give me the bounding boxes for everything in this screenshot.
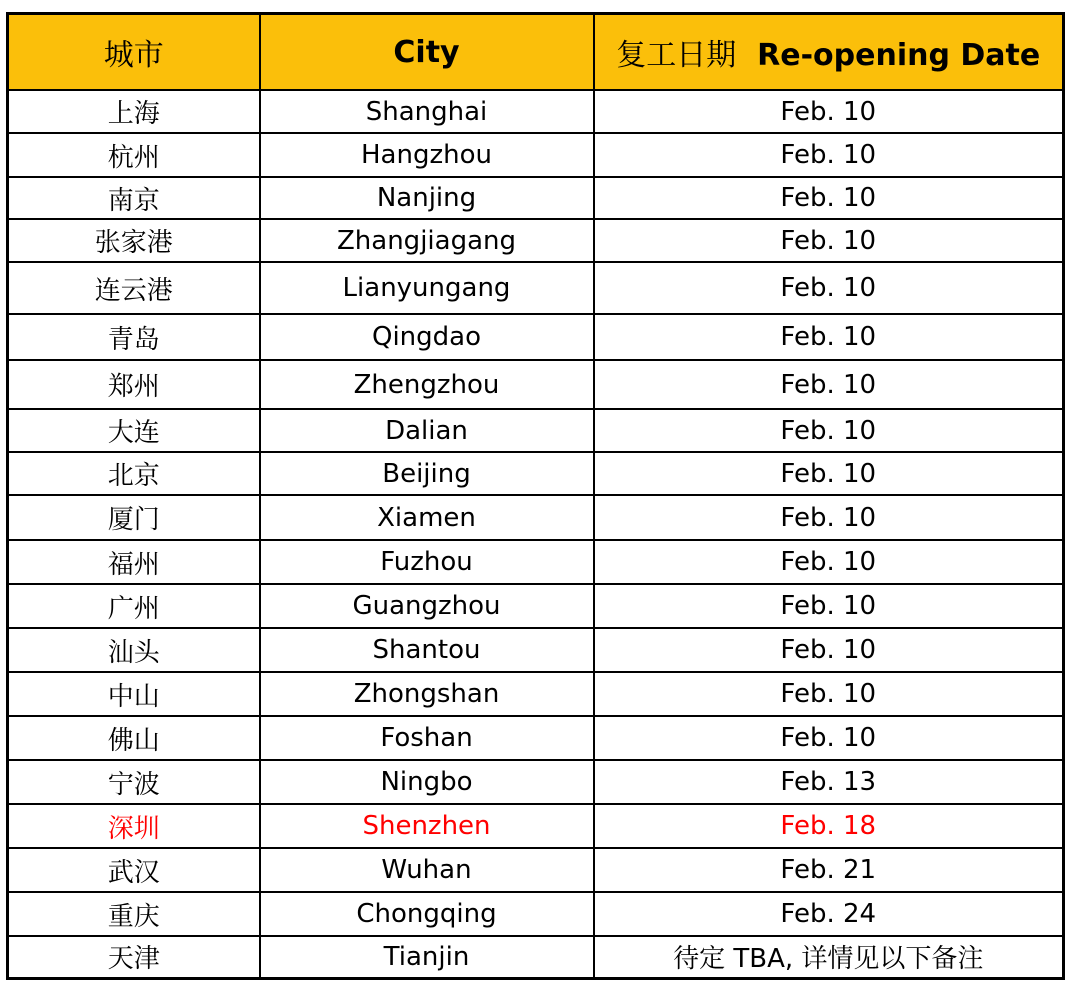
cell-cn-city: 重庆 [8,892,260,936]
cell-cn-city: 杭州 [8,133,260,177]
table-row [8,495,1064,540]
header-row [8,14,1064,91]
cell-cn-city: 广州 [8,584,260,628]
table-row [8,540,1064,584]
cell-date: Feb. 10 [594,360,1064,409]
cell-city: Shanghai [260,90,594,133]
cell-date: Feb. 10 [594,133,1064,177]
cell-city: Zhangjiagang [260,219,594,262]
cell-date: Feb. 10 [594,452,1064,495]
cell-date: Feb. 10 [594,716,1064,760]
cell-cn-city: 武汉 [8,848,260,892]
cell-cn-city: 厦门 [8,495,260,540]
table-row [8,760,1064,804]
table-row [8,672,1064,716]
table-row [8,804,1064,848]
cell-date: Feb. 10 [594,90,1064,133]
table-row [8,409,1064,452]
cell-cn-city: 宁波 [8,760,260,804]
cell-cn-city: 北京 [8,452,260,495]
cell-date: Feb. 10 [594,314,1064,360]
cell-city: Fuzhou [260,540,594,584]
cell-city: Hangzhou [260,133,594,177]
cell-cn-city: 中山 [8,672,260,716]
cell-cn-city: 大连 [8,409,260,452]
cell-city: Foshan [260,716,594,760]
cell-date: Feb. 10 [594,262,1064,314]
cell-date: Feb. 13 [594,760,1064,804]
table-row [8,584,1064,628]
cell-city: Zhengzhou [260,360,594,409]
cell-cn-city: 连云港 [8,262,260,314]
table-row [8,452,1064,495]
cell-date: Feb. 10 [594,219,1064,262]
table-row [8,262,1064,314]
cell-city: Nanjing [260,177,594,219]
cell-date: 待定 TBA, 详情见以下备注 [594,936,1064,978]
table-row [8,90,1064,133]
cell-cn-city: 郑州 [8,360,260,409]
reopening-table [6,12,1065,980]
cell-date: Feb. 10 [594,177,1064,219]
cell-cn-city: 南京 [8,177,260,219]
cell-date: Feb. 10 [594,628,1064,672]
cell-city: Wuhan [260,848,594,892]
cell-cn-city: 福州 [8,540,260,584]
cell-city: Dalian [260,409,594,452]
cell-cn-city: 佛山 [8,716,260,760]
table-row [8,936,1064,978]
cell-cn-city: 上海 [8,90,260,133]
table-row [8,716,1064,760]
table-row [8,628,1064,672]
table-row [8,219,1064,262]
cell-city: Tianjin [260,936,594,978]
cell-city: Qingdao [260,314,594,360]
header-city: City [260,14,594,91]
cell-date: Feb. 10 [594,409,1064,452]
table-container [6,12,1065,980]
header-cn-city: 城市 [8,14,260,91]
cell-cn-city: 青岛 [8,314,260,360]
cell-city: Ningbo [260,760,594,804]
table-row [8,848,1064,892]
cell-city: Zhongshan [260,672,594,716]
cell-city: Beijing [260,452,594,495]
cell-date: Feb. 10 [594,495,1064,540]
cell-cn-city: 深圳 [8,804,260,848]
cell-city: Shenzhen [260,804,594,848]
table-row [8,314,1064,360]
cell-date: Feb. 21 [594,848,1064,892]
cell-cn-city: 汕头 [8,628,260,672]
cell-cn-city: 张家港 [8,219,260,262]
cell-date: Feb. 10 [594,672,1064,716]
cell-cn-city: 天津 [8,936,260,978]
cell-city: Shantou [260,628,594,672]
cell-city: Chongqing [260,892,594,936]
cell-city: Xiamen [260,495,594,540]
table-row [8,360,1064,409]
header-date: 复工日期 Re-opening Date [594,14,1064,91]
table-row [8,133,1064,177]
cell-city: Guangzhou [260,584,594,628]
table-row [8,892,1064,936]
cell-date: Feb. 10 [594,584,1064,628]
cell-date: Feb. 10 [594,540,1064,584]
cell-date: Feb. 18 [594,804,1064,848]
table-row [8,177,1064,219]
cell-date: Feb. 24 [594,892,1064,936]
cell-city: Lianyungang [260,262,594,314]
